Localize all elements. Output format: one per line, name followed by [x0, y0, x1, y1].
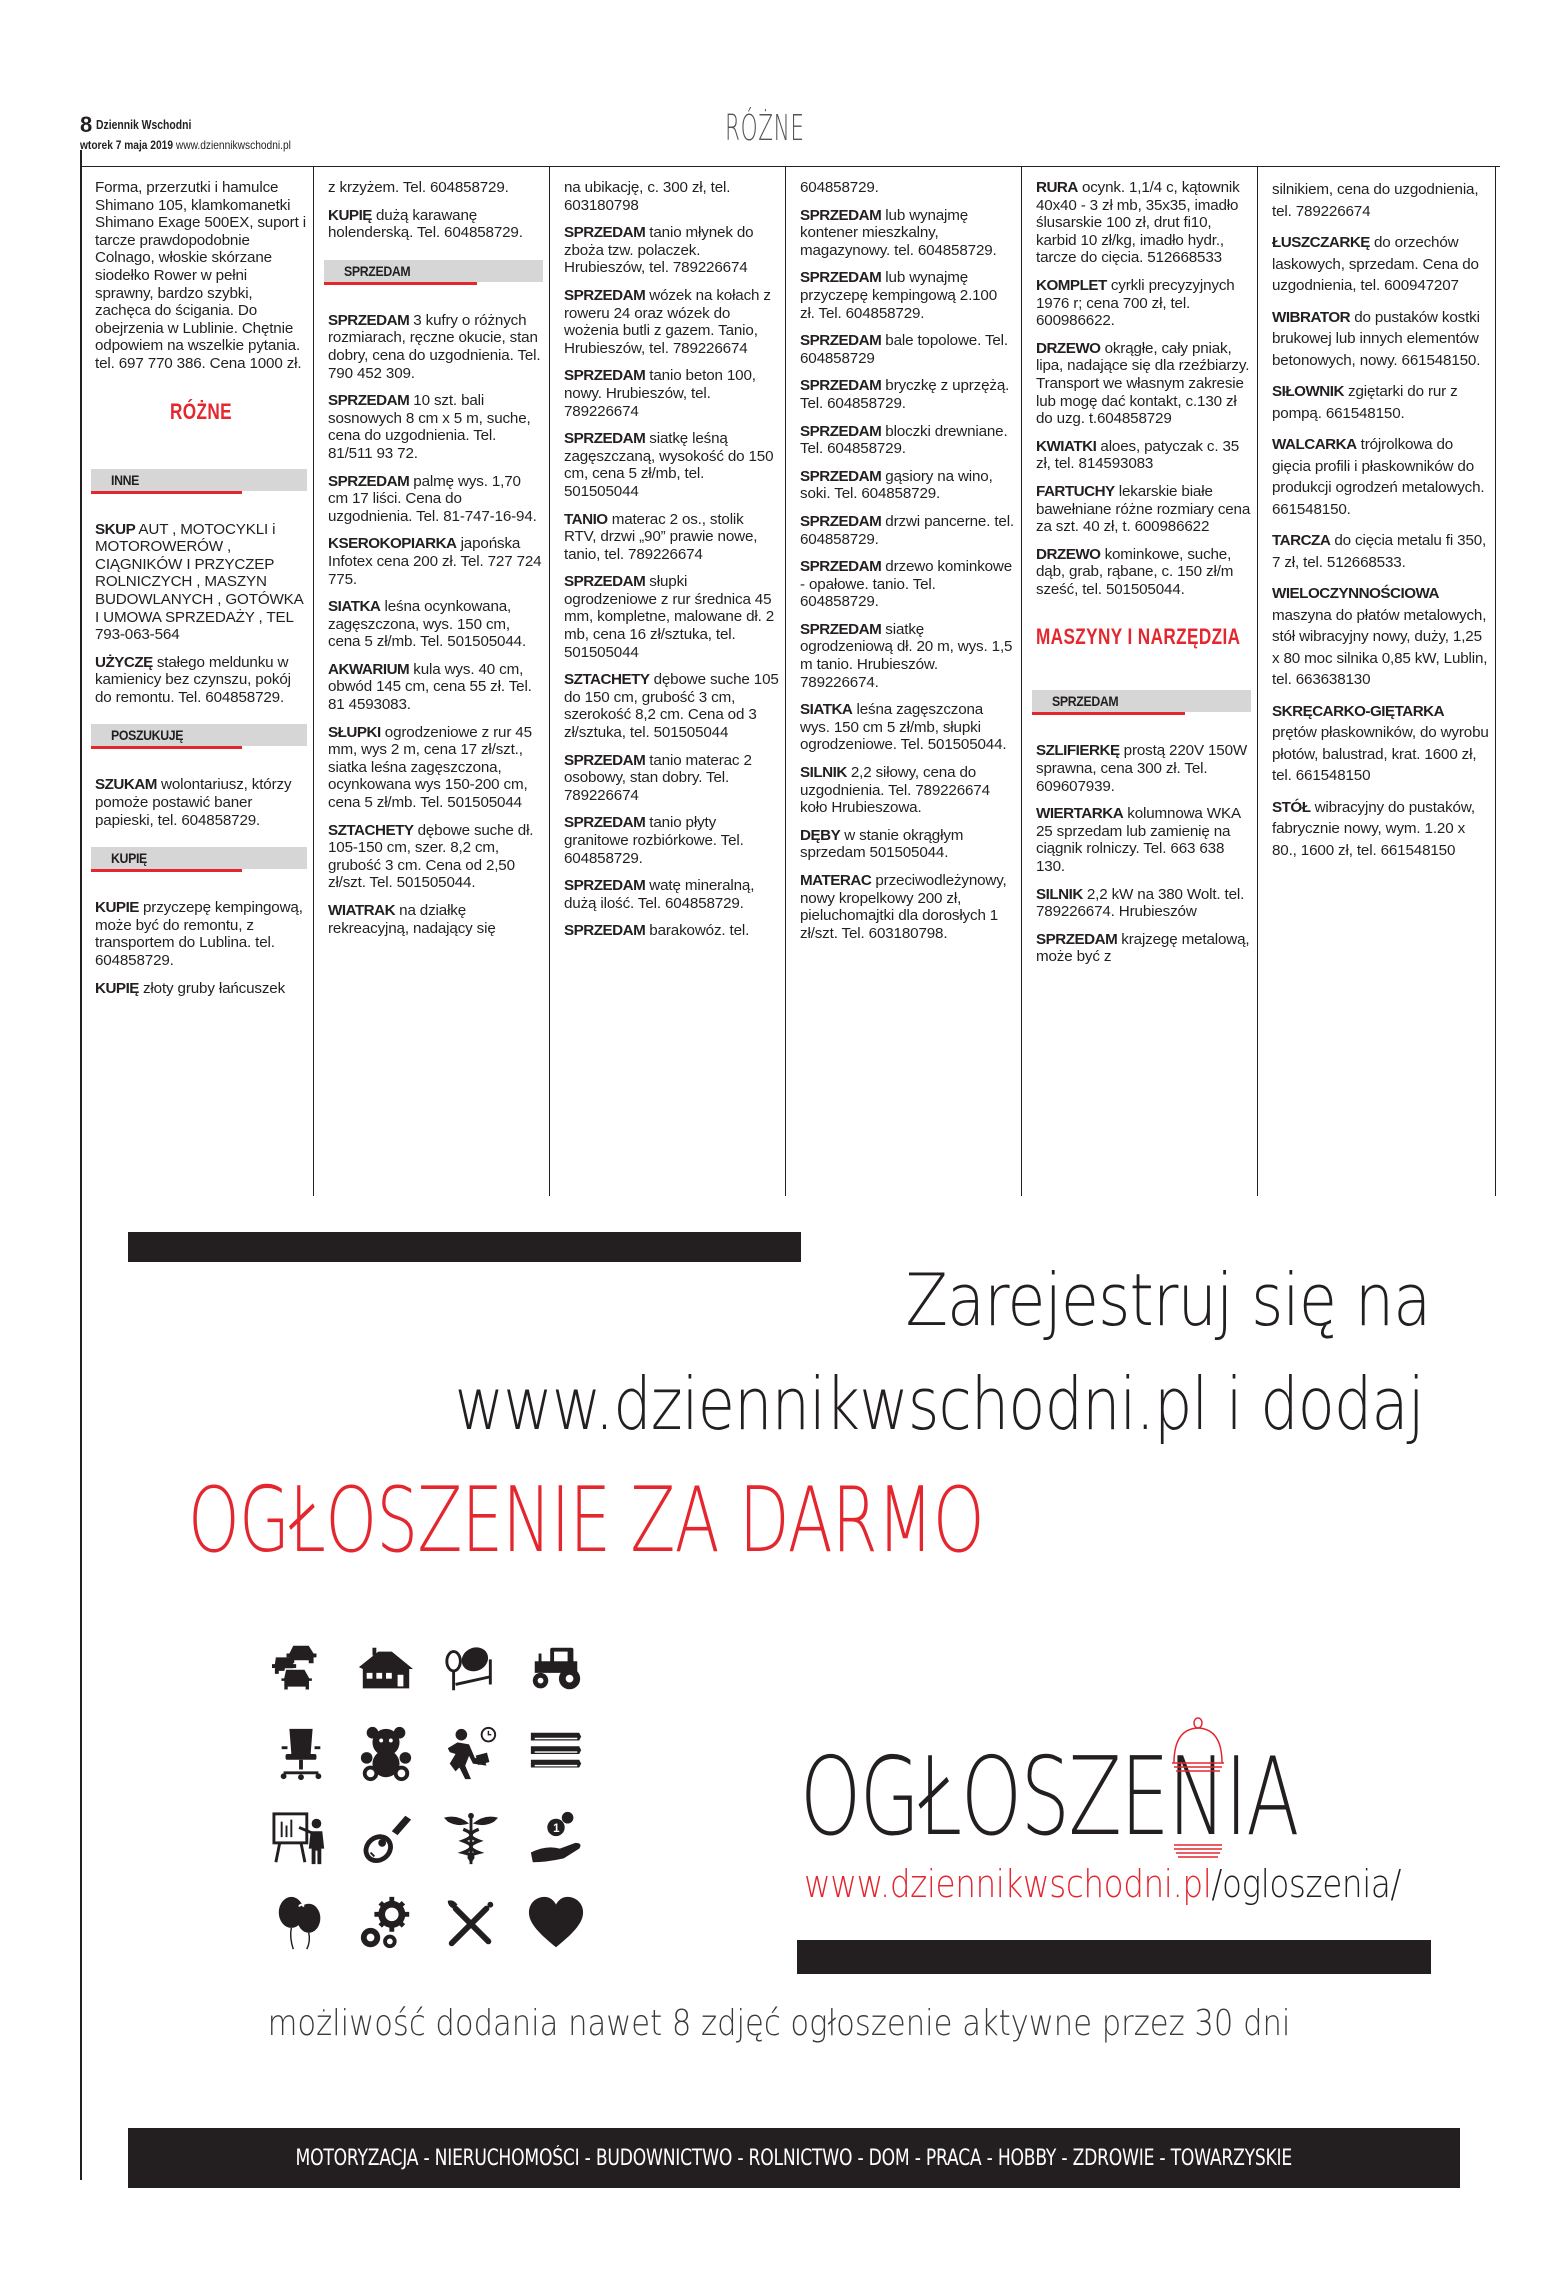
ad-keyword: SZUKAM: [95, 776, 157, 794]
ad-keyword: SPRZEDAM: [800, 332, 882, 350]
ad-keyword: SKRĘCARKO-GIĘTARKA: [1272, 702, 1445, 720]
classified-ad: [564, 511, 779, 564]
classified-ad: [328, 473, 543, 526]
category-label: KUPIĘ: [111, 850, 147, 867]
classified-ad: [800, 377, 1015, 412]
classified-ad: [1036, 886, 1251, 921]
classified-ad: [328, 535, 543, 588]
section-title: RÓŻNE: [725, 108, 805, 149]
classified-ad: [1036, 742, 1251, 795]
ad-keyword: SPRZEDAM: [800, 620, 882, 638]
header-website-link[interactable]: www.dziennikwschodni.pl: [175, 138, 291, 152]
classified-ad: [1272, 797, 1489, 862]
classified-ad: [564, 224, 779, 277]
tools-icon: [428, 1895, 513, 1980]
ad-keyword: KUPIĘ: [95, 979, 139, 997]
classified-ad: [1036, 277, 1251, 330]
classified-ad: [328, 207, 543, 242]
classified-ad: [1272, 530, 1489, 573]
ad-keyword: RURA: [1036, 179, 1078, 196]
ad-list: [800, 207, 1015, 943]
section-heading-rozne: RÓŻNE: [169, 398, 233, 424]
classified-ad: [800, 558, 1015, 611]
ad-keyword: SPRZEDAM: [800, 422, 882, 440]
column-5: [1022, 167, 1258, 1196]
ad-keyword: KUPIĘ: [328, 206, 372, 224]
classified-ad: [564, 430, 779, 500]
ad-text: 2,2 kW na 380 Wolt. tel. 789226674. Hrubieszów: [1036, 885, 1245, 921]
issue-date: wtorek 7 maja 2019: [80, 138, 173, 152]
promo-headline-free-ad: OGŁOSZENIE ZA DARMO: [188, 1468, 984, 1573]
classified-ad: [328, 312, 543, 382]
ad-text: do orzechów laskowych, sprzedam. Cena do uzgodnienia, tel. 600947207: [1272, 234, 1479, 294]
column-4: [786, 167, 1022, 1196]
ad-keyword: WIERTARKA: [1036, 805, 1124, 823]
classified-ad: [800, 872, 1015, 942]
classified-ad: [328, 661, 543, 714]
category-underline: [91, 746, 242, 749]
classified-ad: [1272, 381, 1489, 424]
ad-text: tanio młynek do zboża tzw. polaczek. Hrubieszów, tel. 789226674: [564, 224, 754, 277]
classified-ad: [1036, 179, 1251, 267]
ad-keyword: SZLIFIERKĘ: [1036, 742, 1120, 760]
ad-text: słupki ogrodzeniowe z rur średnica 45 mm, kompletne, malowane dł. 2 mb, cena 16 zł/sztuka, tel. 501505044: [564, 573, 775, 661]
classified-ad: [564, 287, 779, 357]
ad-keyword: SPRZEDAM: [564, 814, 646, 832]
ad-keyword: FARTUCHY: [1036, 482, 1115, 500]
ad-text: okrągłe, cały pniak, lipa, nadające się dla rzeźbiarzy. Transport we własnym zakresie lub mogę dać kontakt, c.130 zł do uzg. t.604858729: [1036, 339, 1250, 428]
ad-text: leśna ocynkowana, zagęszczona, wys. 150 cm, cena 5 zł/mb. Tel. 501505044.: [328, 598, 527, 651]
ad-text: aloes, patyczak c. 35 zł, tel. 814593083: [1036, 437, 1240, 473]
classified-ad: [800, 827, 1015, 862]
ad-keyword: SILNIK: [800, 764, 847, 782]
classified-ad: [800, 701, 1015, 754]
ad-text: tanio płyty granitowe rozbiórkowe. Tel. 604858729.: [564, 814, 744, 867]
classified-ad: [1036, 438, 1251, 473]
page-header: [80, 108, 1500, 158]
decorative-bar-top: [128, 1232, 801, 1262]
heart-icon: [513, 1895, 598, 1980]
url-domain: www.dziennikwschodni.pl: [804, 1862, 1212, 1906]
ogloszenia-logo: OGŁOSZENIA: [800, 1735, 1299, 1860]
cloche-icon: [1170, 1715, 1226, 1865]
classified-ad-continued: 604858729.: [800, 179, 879, 196]
ad-text: do pustaków kostki brukowej lub innych elementów betonowych, nowy. 661548150.: [1272, 308, 1481, 369]
classified-ad: [1272, 434, 1489, 520]
category-underline: [91, 491, 242, 494]
ad-text: siatkę leśną zagęszczaną, wysokość do 150 cm, cena 5 zł/mb, tel. 501505044: [564, 430, 774, 500]
ad-keyword: SPRZEDAM: [564, 751, 646, 769]
ad-text: 2,2 siłowy, cena do uzgodnienia. Tel. 789226674 koło Hrubieszowa.: [800, 764, 990, 817]
ad-keyword: SZTACHETY: [564, 671, 650, 689]
classified-ad: [1036, 931, 1251, 966]
classified-ad: [1272, 701, 1489, 787]
classified-ad: [1036, 340, 1251, 428]
classified-ad: [328, 724, 543, 812]
ad-text: drzewo kominkowe - opałowe. tanio. Tel. 604858729.: [800, 558, 1013, 611]
ad-keyword: WIBRATOR: [1272, 308, 1351, 326]
classified-ad: [1272, 307, 1489, 372]
categories-list: MOTORYZACJA - NIERUCHOMOŚCI - BUDOWNICTWO - ROLNICTWO - DOM - PRACA - HOBBY - ZDROWIE - TOWARZYSKIE: [295, 2145, 1293, 2171]
classified-ad: [95, 654, 307, 707]
ad-keyword: SPRZEDAM: [564, 573, 646, 591]
ad-keyword: SPRZEDAM: [564, 430, 646, 448]
ad-text: tanio materac 2 osobowy, stan dobry. Tel. 789226674: [564, 751, 752, 804]
column-2: [314, 167, 550, 1196]
ad-keyword: SPRZEDAM: [800, 206, 882, 224]
classified-ad: [800, 621, 1015, 691]
ad-text: przyczepę kempingową, może być do remontu, z transportem do Lublina. tel. 604858729.: [95, 899, 303, 970]
date-line: [80, 138, 291, 152]
promo-headline-2: www.dziennikwschodni.pl i dodaj: [454, 1362, 1424, 1446]
cars-icon: [258, 1640, 343, 1725]
ad-text: lekarskie białe bawełniane różne rozmiary cena za szt. 40 zł, t. 600986622: [1036, 482, 1251, 536]
classified-ad: [328, 902, 543, 937]
ad-list: [1272, 232, 1489, 861]
column-3: [550, 167, 786, 1196]
classified-ad-continued: z krzyżem. Tel. 604858729.: [328, 179, 509, 196]
ad-text: przeciwodleżynowy, nowy kropelkowy 200 zł, pieluchomajtki dla dorosłych 1 zł/szt. Tel. 603180798.: [800, 872, 1007, 942]
ad-text: siatkę ogrodzeniową dł. 20 m, wys. 1,5 m tanio. Hrubieszów. 789226674.: [800, 620, 1013, 691]
classified-ad: [564, 752, 779, 805]
ad-keyword: UŻYCZĘ: [95, 653, 153, 671]
category-header-sprzedam: [1032, 690, 1251, 712]
classified-ad: [95, 521, 307, 644]
decorative-bar-mid: [797, 1940, 1431, 1974]
ad-keyword: TANIO: [564, 510, 608, 528]
classified-ad: Forma, przerzutki i hamulce Shimano 105, klamkomanetki Shimano Exage 500EX, suport i tarcze prawdopodobnie Colnago, włoskie skórzane siodełko Rower w pełni sprawny, bardzo szybki, zachęca do ścigania. Do obejrzenia w Lublinie. Chętnie odpowiem na wszelkie pytania. tel. 697 770 386. Cena 1000 zł.: [95, 179, 306, 372]
classified-ad: [564, 671, 779, 741]
ad-text: bloczki drewniane. Tel. 604858729.: [800, 422, 1008, 458]
ad-text: gąsiory na wino, soki. Tel. 604858729.: [800, 467, 993, 503]
classified-ad: [95, 776, 307, 829]
ad-text: złoty gruby łańcuszek: [138, 979, 286, 997]
classified-ad: [564, 367, 779, 420]
ad-keyword: SPRZEDAM: [328, 472, 410, 490]
classified-ad: [564, 922, 779, 940]
ad-text: zgiętarki do rur z pompą. 661548150.: [1272, 383, 1458, 422]
ad-list: [1036, 742, 1251, 966]
ad-text: bryczkę z uprzężą. Tel. 604858729.: [800, 377, 1010, 412]
promo-tagline: możliwość dodania nawet 8 zdjęć ogłoszenie aktywne przez 30 dni: [267, 2003, 1291, 2044]
column-6: [1258, 167, 1496, 1196]
ad-text: trójrolkowa do gięcia profili i płaskowników do produkcji ogrodzeń metalowych. 661548150.: [1272, 436, 1485, 518]
category-label: POSZUKUJĘ: [111, 727, 184, 744]
ad-keyword: KSEROKOPIARKA: [328, 535, 457, 553]
ad-text: watę mineralną, dużą ilość. Tel. 604858729.: [564, 877, 755, 912]
category-header-inne: [91, 469, 307, 491]
ad-keyword: MATERAC: [800, 872, 872, 889]
categories-bar: [128, 2128, 1460, 2188]
ad-text: prostą 220V 150W sprawna, cena 300 zł. Tel. 609607939.: [1036, 742, 1248, 795]
category-label: SPRZEDAM: [1052, 693, 1119, 710]
house-icon: [343, 1640, 428, 1725]
classified-ad: [328, 598, 543, 651]
running-worker-icon: [428, 1725, 513, 1810]
ad-text: barakowóz. tel.: [645, 922, 750, 940]
ad-keyword: SKUP: [95, 520, 136, 538]
section-heading-maszyny: MASZYNY I NARZĘDZIA: [1036, 624, 1241, 650]
classified-ad: [800, 513, 1015, 548]
ad-text: do cięcia metalu fi 350, 7 zł, tel. 512668533.: [1272, 532, 1487, 571]
ad-list: [328, 312, 543, 937]
category-label: SPRZEDAM: [344, 262, 411, 279]
ad-text: materac 2 os., stolik RTV, drzwi „90” prawie nowe, tanio, tel. 789226674: [564, 510, 758, 563]
ad-keyword: KOMPLET: [1036, 276, 1107, 294]
ad-keyword: SPRZEDAM: [564, 224, 646, 242]
ad-text: palmę wys. 1,70 cm 17 liści. Cena do uzgodnienia. Tel. 81-747-16-94.: [328, 472, 537, 525]
ad-keyword: DRZEWO: [1036, 545, 1101, 563]
books-icon: [513, 1725, 598, 1810]
ad-keyword: SPRZEDAM: [800, 269, 882, 287]
classified-ad: [95, 899, 307, 969]
url-path: /ogloszenia/: [1211, 1862, 1402, 1906]
ad-text: kominkowe, suche, dąb, grab, rąbane, c. 150 zł/m sześć, tel. 501505044.: [1036, 545, 1234, 598]
ad-keyword: KWIATKI: [1036, 437, 1097, 455]
ad-keyword: SPRZEDAM: [564, 286, 646, 304]
ad-text: japońska Infotex cena 200 zł. Tel. 727 724 775.: [328, 535, 542, 588]
ad-keyword: SPRZEDAM: [564, 877, 646, 895]
ad-text: wibracyjny do pustaków, fabrycznie nowy, wym. 1.20 x 80., 1600 zł, tel. 661548150: [1272, 798, 1475, 859]
office-chair-icon: [258, 1725, 343, 1810]
ad-text: dużą karawanę holenderską. Tel. 604858729.: [328, 206, 523, 242]
ad-keyword: DRZEWO: [1036, 339, 1101, 357]
classified-ad: [1272, 583, 1489, 691]
ad-text: 10 szt. bali sosnowych 8 cm x 5 m, suche, cena do uzgodnienia. Tel. 81/511 93 72.: [328, 392, 531, 462]
ad-keyword: KUPIE: [95, 899, 139, 917]
classified-ad: [800, 332, 1015, 367]
ad-text: AUT , MOTOCYKLI i MOTOROWERÓW , CIĄGNIKÓW I PRZYCZEP ROLNICZYCH , MASZYN BUDOWLANYCH , GOTÓWKA I UMOWA SPRZEDAŻY , TEL 793-063-564: [95, 520, 303, 644]
ad-text: prętów płaskowników, do wyrobu płotów, balustrad, krat. 1600 zł, tel. 661548150: [1272, 724, 1489, 784]
gears-icon: [343, 1895, 428, 1980]
category-underline: [91, 869, 242, 872]
ad-text: lub wynajmę przyczepę kempingową 2.100 zł. Tel. 604858729.: [800, 269, 998, 322]
ad-text: wózek na kołach z roweru 24 oraz wózek do wożenia butli z gazem. Tanio, Hrubieszów, tel. 789226674: [564, 286, 771, 357]
ad-list: [564, 224, 779, 940]
ad-text: cyrkli precyzyjnych 1976 r; cena 700 zł, tel. 600986622.: [1036, 276, 1235, 330]
tractor-icon: [513, 1640, 598, 1725]
category-header-sprzedam: [324, 260, 543, 282]
ad-text: dębowe suche 105 do 150 cm, grubość 3 cm, szerokość 8,2 cm. Cena od 3 zł/sztuka, tel. 501505044: [564, 671, 779, 742]
ad-text: lub wynajmę kontener mieszkalny, magazynowy. tel. 604858729.: [800, 206, 997, 259]
ad-keyword: AKWARIUM: [328, 660, 410, 678]
category-header-poszukuje: [91, 724, 307, 746]
ad-keyword: STÓŁ: [1272, 798, 1311, 816]
ad-keyword: SILNIK: [1036, 885, 1083, 903]
classified-ad: [328, 822, 543, 892]
teddy-bear-icon: [343, 1725, 428, 1810]
ad-keyword: SPRZEDAM: [800, 467, 882, 485]
ad-text: 3 kufry o różnych rozmiarach, ręczne okucie, stan dobry, cena do uzgodnienia. Tel. 790 452 309.: [328, 311, 541, 382]
ad-keyword: SPRZEDAM: [328, 392, 410, 410]
ad-keyword: SIATKA: [328, 598, 381, 616]
paper-name: Dziennik Wschodni: [96, 117, 192, 132]
classified-ad: [800, 207, 1015, 260]
promo-headline-1: Zarejestruj się na: [905, 1258, 1430, 1342]
ad-text: w stanie okrągłym sprzedam 501505044.: [800, 826, 964, 862]
ad-keyword: SIATKA: [800, 701, 853, 719]
ad-text: leśna zagęszczona wys. 150 cm 5 zł/mb, słupki ogrodzeniowe. Tel. 501505044.: [800, 701, 1007, 754]
ad-keyword: SPRZEDAM: [1036, 930, 1118, 948]
classified-ad: [800, 764, 1015, 817]
ad-keyword: WIELOCZYNNOŚCIOWA: [1272, 585, 1439, 602]
category-underline: [324, 282, 477, 285]
ad-text: na działkę rekreacyjną, nadający się: [328, 902, 496, 937]
classified-ad: [800, 423, 1015, 458]
classified-ad: [328, 392, 543, 462]
page-number: 8: [80, 112, 92, 137]
ad-keyword: SIŁOWNIK: [1272, 383, 1344, 400]
ad-text: wolontariusz, którzy pomoże postawić baner papieski, tel. 604858729.: [95, 776, 292, 829]
ad-keyword: SPRZEDAM: [800, 558, 882, 576]
ad-keyword: ŁUSZCZARKĘ: [1272, 234, 1370, 251]
category-header-kupie: [91, 847, 307, 869]
ad-text: kula wys. 40 cm, obwód 145 cm, cena 55 zł. Tel. 81 4593083.: [328, 660, 532, 714]
column-1: [80, 167, 314, 1196]
classified-ad: [1036, 805, 1251, 875]
ad-text: drzwi pancerne. tel. 604858729.: [800, 512, 1014, 548]
classified-ad: [800, 269, 1015, 322]
category-label: INNE: [111, 471, 140, 488]
ad-text: bale topolowe. Tel. 604858729: [800, 332, 1008, 367]
ad-keyword: WIATRAK: [328, 902, 396, 919]
ad-keyword: TARCZA: [1272, 532, 1331, 549]
ad-keyword: SŁUPKI: [328, 723, 381, 741]
concrete-mixer-icon: [428, 1640, 513, 1725]
caduceus-icon: [428, 1810, 513, 1895]
ad-keyword: DĘBY: [800, 826, 841, 844]
ad-keyword: SPRZEDAM: [800, 512, 882, 530]
ad-keyword: SZTACHETY: [328, 821, 414, 839]
ad-keyword: SPRZEDAM: [564, 367, 646, 385]
ad-text: dębowe suche dł. 105-150 cm, szer. 8,2 cm, grubość 3 cm. Cena od 2,50 zł/szt. Tel. 501505044.: [328, 821, 534, 892]
ad-text: krajzegę metalową, może być z: [1036, 930, 1250, 966]
ogloszenia-url-link[interactable]: [804, 1862, 1401, 1906]
classified-ad: [800, 468, 1015, 503]
classified-ad: [564, 877, 779, 912]
classified-ad: [564, 573, 779, 661]
ad-text: stałego meldunku w kamienicy bez czynszu, pokój do remontu. Tel. 604858729.: [95, 653, 291, 706]
svg-text:1: 1: [552, 1822, 560, 1836]
ad-keyword: SPRZEDAM: [328, 311, 410, 329]
ad-text: ocynk. 1,1/4 c, kątownik 40x40 - 3 zł mb, 35x35, imadło ślusarskie 100 zł, drut fi10, karbid 10 zł/kg, imadło hydr., tarcze do cięcia. 512668533: [1036, 179, 1240, 267]
ad-list: [1036, 179, 1251, 598]
classified-ad: [564, 814, 779, 867]
guitar-icon: [343, 1810, 428, 1895]
classified-ad-continued: na ubikację, c. 300 zł, tel. 603180798: [564, 179, 731, 214]
classified-ad: [95, 980, 307, 998]
ad-text: ogrodzeniowe z rur 45 mm, wys 2 m, cena 17 zł/szt., siatka leśna zagęszczona, ocynkowana wys 150-200 cm, cena 5 zł/mb. Tel. 501505044: [328, 723, 532, 812]
balloons-icon: [258, 1895, 343, 1980]
ad-text: tanio beton 100, nowy. Hrubieszów, tel. 789226674: [564, 367, 756, 420]
category-icon-grid: [258, 1640, 598, 1980]
ad-text: kolumnowa WKA 25 sprzedam lub zamienię na ciągnik rolniczy. Tel. 663 638 130.: [1036, 805, 1241, 876]
ad-keyword: SPRZEDAM: [564, 922, 646, 940]
classified-ad: [1272, 232, 1489, 297]
presentation-icon: [258, 1810, 343, 1895]
ad-text: maszyna do płatów metalowych, stół wibracyjny nowy, duży, 1,25 x 80 moc silnika 0,85 kW, Lublin, tel. 663638130: [1272, 606, 1488, 688]
classifieds-columns: [80, 166, 1500, 1196]
classified-ad-continued: silnikiem, cena do uzgodnienia, tel. 789226674: [1272, 181, 1479, 220]
ad-keyword: SPRZEDAM: [800, 377, 882, 395]
ad-keyword: WALCARKA: [1272, 436, 1357, 453]
coin-hand-icon: [513, 1810, 598, 1895]
classified-ad: [1036, 483, 1251, 536]
classified-ad: [1036, 546, 1251, 599]
category-underline: [1032, 712, 1185, 715]
